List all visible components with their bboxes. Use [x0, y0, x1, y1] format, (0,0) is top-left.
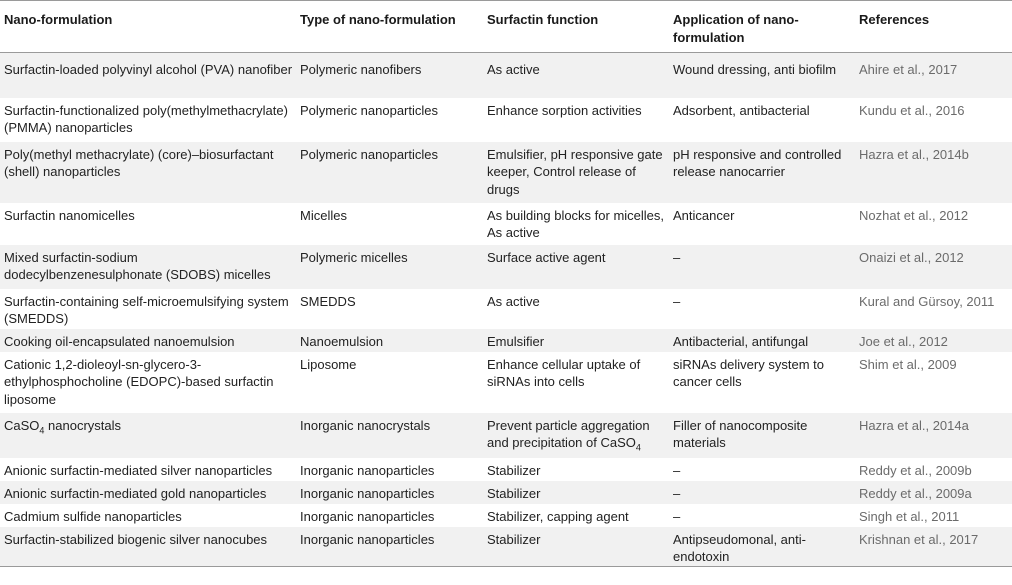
cell-type: Polymeric nanofibers	[296, 53, 483, 98]
cell-surfactin-function: Stabilizer, capping agent	[487, 508, 629, 524]
cell-reference: Singh et al., 2011	[859, 508, 960, 524]
cell-nano-formulation: Poly(methyl methacrylate) (core)–biosurfactant (shell) nanoparticles	[0, 142, 296, 203]
cell-type: Inorganic nanoparticles	[296, 481, 483, 504]
table-row	[0, 142, 1012, 203]
table-row	[0, 289, 1012, 329]
cell-nano-formulation: Surfactin-loaded polyvinyl alcohol (PVA) nanofiber	[0, 53, 296, 98]
cell-type: Nanoemulsion	[296, 329, 483, 352]
cell-surfactin-function: Emulsifier, pH responsive gate keeper, Control release of drugs	[483, 142, 669, 203]
cell-reference: Reddy et al., 2009b	[859, 462, 972, 478]
cell-reference: Krishnan et al., 2017	[855, 527, 1012, 567]
cell-surfactin-function: Enhance sorption activities	[487, 102, 642, 118]
cell-reference: Joe et al., 2012	[855, 329, 1012, 352]
cell-type: Liposome	[300, 356, 357, 372]
cell-application: Filler of nanocomposite materials	[669, 413, 855, 458]
cell-nano-formulation: Mixed surfactin-sodium dodecylbenzenesulphonate (SDOBS) micelles	[0, 245, 296, 289]
cell-application: –	[673, 508, 681, 524]
cell-reference: Kundu et al., 2016	[859, 102, 965, 118]
table-row	[0, 245, 1012, 289]
cell-application: Antipseudomonal, anti-endotoxin	[669, 527, 855, 567]
cell-application: Antibacterial, antifungal	[669, 329, 855, 352]
cell-application: –	[669, 481, 855, 504]
cell-surfactin-function: As active	[487, 293, 540, 309]
table-row	[0, 481, 1012, 504]
cell-surfactin-function: As active	[483, 53, 669, 98]
cell-application: –	[673, 462, 681, 478]
cell-surfactin-function: Enhance cellular uptake of siRNAs into cells	[487, 356, 641, 389]
cell-type: Polymeric nanoparticles	[296, 142, 483, 203]
header-references: References	[855, 1, 1012, 53]
table-row	[0, 527, 1012, 567]
cell-nano-formulation: CaSO$_4$ nanocrystals	[0, 413, 296, 458]
cell-surfactin-function: Stabilizer	[483, 481, 669, 504]
cell-type: Inorganic nanoparticles	[296, 527, 483, 567]
table-row	[0, 98, 1012, 142]
cell-application: Anticancer	[673, 207, 735, 223]
cell-surfactin-function: Surface active agent	[483, 245, 669, 289]
cell-type: Polymeric nanoparticles	[300, 102, 439, 118]
cell-reference: Hazra et al., 2014b	[855, 142, 1012, 203]
cell-type: Micelles	[300, 207, 347, 223]
cell-reference: Hazra et al., 2014a	[855, 413, 1012, 458]
table-body	[0, 53, 1012, 567]
cell-reference: Nozhat et al., 2012	[859, 207, 969, 223]
header-type: Type of nano-formulation	[296, 1, 483, 53]
header-surfactin-function: Surfactin function	[483, 1, 669, 53]
cell-application: –	[673, 293, 681, 309]
table-row	[0, 203, 1012, 245]
cell-surfactin-function: Stabilizer	[487, 462, 541, 478]
cell-surfactin-function: Emulsifier	[483, 329, 669, 352]
cell-surfactin-function: As building blocks for micelles, As active	[487, 207, 665, 240]
table-row	[0, 413, 1012, 458]
cell-type: Inorganic nanoparticles	[300, 462, 435, 478]
header-application: Application of nano-formulation	[669, 1, 855, 53]
cell-application: pH responsive and controlled release nanocarrier	[669, 142, 855, 203]
cell-nano-formulation: Surfactin-containing self-microemulsifying system (SMEDDS)	[4, 293, 289, 326]
cell-application: Wound dressing, anti biofilm	[669, 53, 855, 98]
cell-nano-formulation: Cooking oil-encapsulated nanoemulsion	[0, 329, 296, 352]
cell-type: SMEDDS	[300, 293, 356, 309]
cell-application: –	[669, 245, 855, 289]
cell-type: Inorganic nanocrystals	[296, 413, 483, 458]
cell-surfactin-function: Stabilizer	[483, 527, 669, 567]
cell-reference: Onaizi et al., 2012	[855, 245, 1012, 289]
cell-reference: Kural and Gürsoy, 2011	[859, 293, 995, 309]
cell-nano-formulation: Anionic surfactin-mediated gold nanoparticles	[0, 481, 296, 504]
table-row	[0, 329, 1012, 352]
cell-nano-formulation: Anionic surfactin-mediated silver nanoparticles	[4, 462, 273, 478]
cell-nano-formulation: Cadmium sulfide nanoparticles	[4, 508, 182, 524]
table-row	[0, 504, 1012, 527]
table-row	[0, 53, 1012, 98]
cell-type: Inorganic nanoparticles	[300, 508, 435, 524]
cell-application: Adsorbent, antibacterial	[673, 102, 810, 118]
cell-application: siRNAs delivery system to cancer cells	[673, 356, 824, 389]
cell-type: Polymeric micelles	[296, 245, 483, 289]
cell-nano-formulation: Cationic 1,2-dioleoyl-sn-glycero-3-ethylphosphocholine (EDOPC)-based surfactin liposome	[4, 356, 274, 407]
cell-reference: Ahire et al., 2017	[855, 53, 1012, 98]
table-header-row	[0, 1, 1012, 53]
cell-reference: Reddy et al., 2009a	[855, 481, 1012, 504]
table-row	[0, 458, 1012, 481]
header-nano-formulation: Nano-formulation	[0, 1, 296, 53]
cell-surfactin-function: Prevent particle aggregation and precipitation of CaSO$_4$	[483, 413, 669, 458]
cell-nano-formulation: Surfactin nanomicelles	[4, 207, 135, 223]
cell-reference: Shim et al., 2009	[859, 356, 957, 372]
cell-nano-formulation: Surfactin-stabilized biogenic silver nanocubes	[0, 527, 296, 567]
table-row	[0, 352, 1012, 413]
cell-nano-formulation: Surfactin-functionalized poly(methylmethacrylate) (PMMA) nanoparticles	[4, 102, 288, 135]
